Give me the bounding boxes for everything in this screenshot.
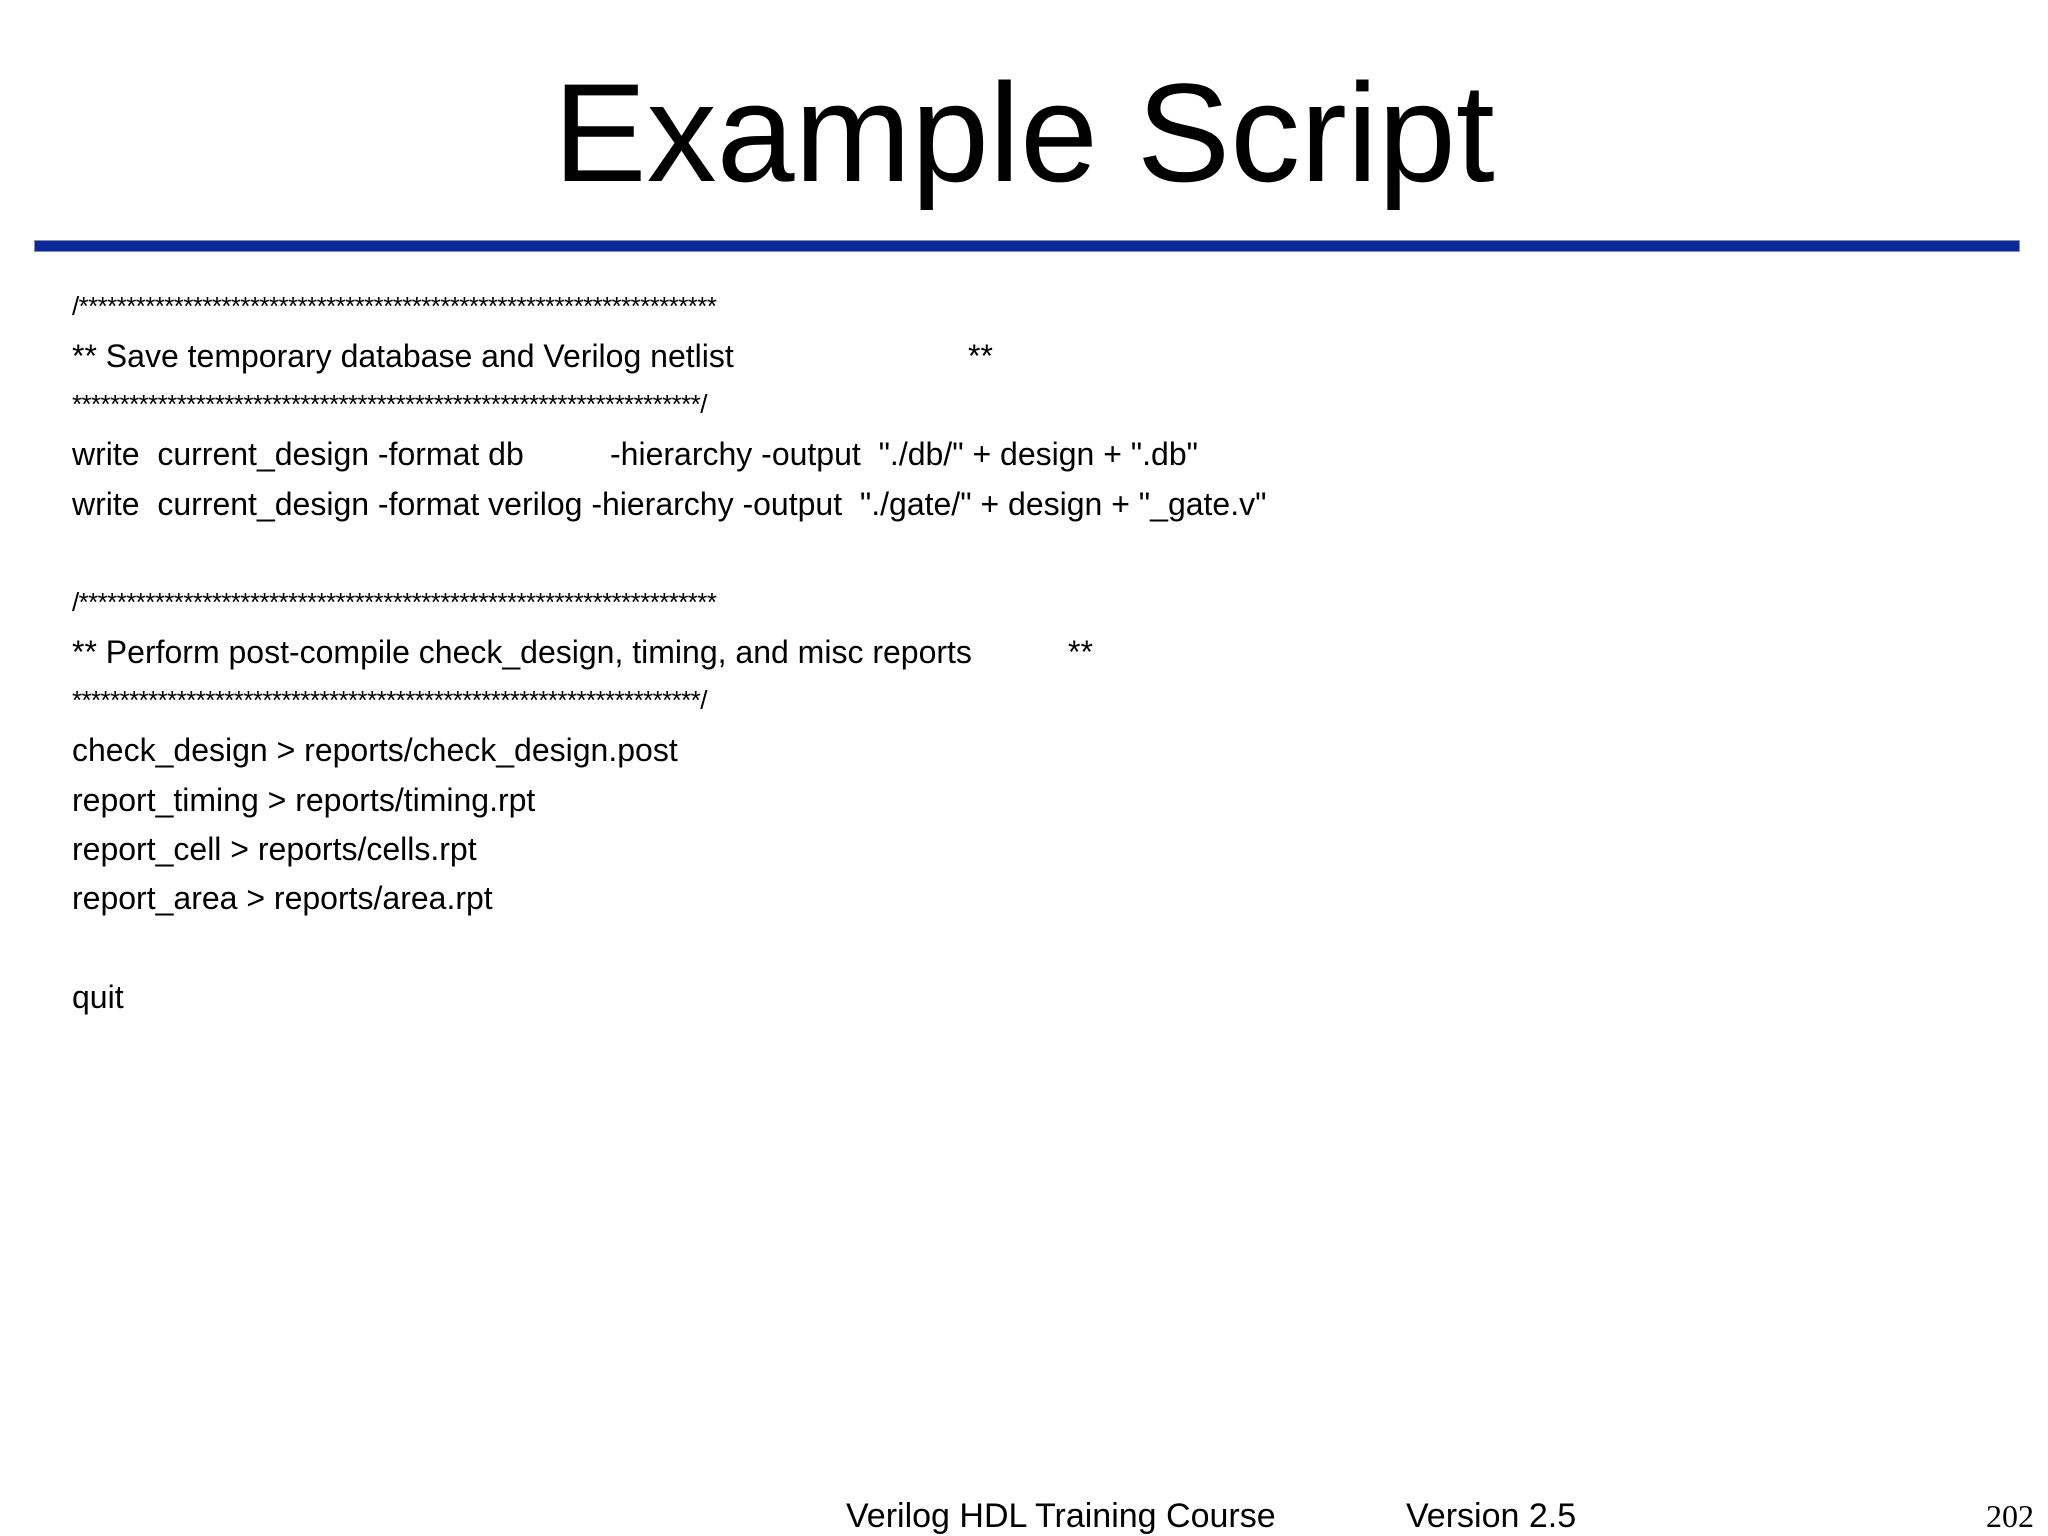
comment-block-2-end: ** xyxy=(1068,634,1093,670)
report-area-command: report_area > reports/area.rpt xyxy=(72,880,493,916)
comment-block-1-close: ******************************************************************/ xyxy=(72,389,707,419)
report-timing-command: report_timing > reports/timing.rpt xyxy=(72,782,536,818)
report-cell-command: report_cell > reports/cells.rpt xyxy=(72,831,477,867)
write-db-command: write current_design -format db xyxy=(72,436,524,472)
footer-course-name: Verilog HDL Training Course xyxy=(846,1497,1276,1535)
comment-block-2-open: /******************************************************************* xyxy=(72,587,717,617)
footer-version: Version 2.5 xyxy=(1406,1497,1577,1535)
page-number: 202 xyxy=(1986,1498,2034,1534)
write-db-options: -hierarchy -output "./db/" + design + ".db" xyxy=(610,436,1198,472)
slide-title: Example Script xyxy=(553,54,1495,211)
comment-block-1-end: ** xyxy=(968,338,993,374)
comment-block-2-text: ** Perform post-compile check_design, timing, and misc reports xyxy=(72,634,972,670)
comment-block-2-close: ******************************************************************/ xyxy=(72,685,707,715)
comment-block-1-open: /******************************************************************* xyxy=(72,291,717,321)
quit-command: quit xyxy=(72,979,124,1015)
check-design-command: check_design > reports/check_design.post xyxy=(72,732,678,768)
title-divider xyxy=(34,240,2020,252)
write-verilog-command: write current_design -format verilog -hierarchy -output "./gate/" + design + "_gate.v" xyxy=(72,486,1267,522)
comment-block-1-text: ** Save temporary database and Verilog netlist xyxy=(72,338,734,374)
